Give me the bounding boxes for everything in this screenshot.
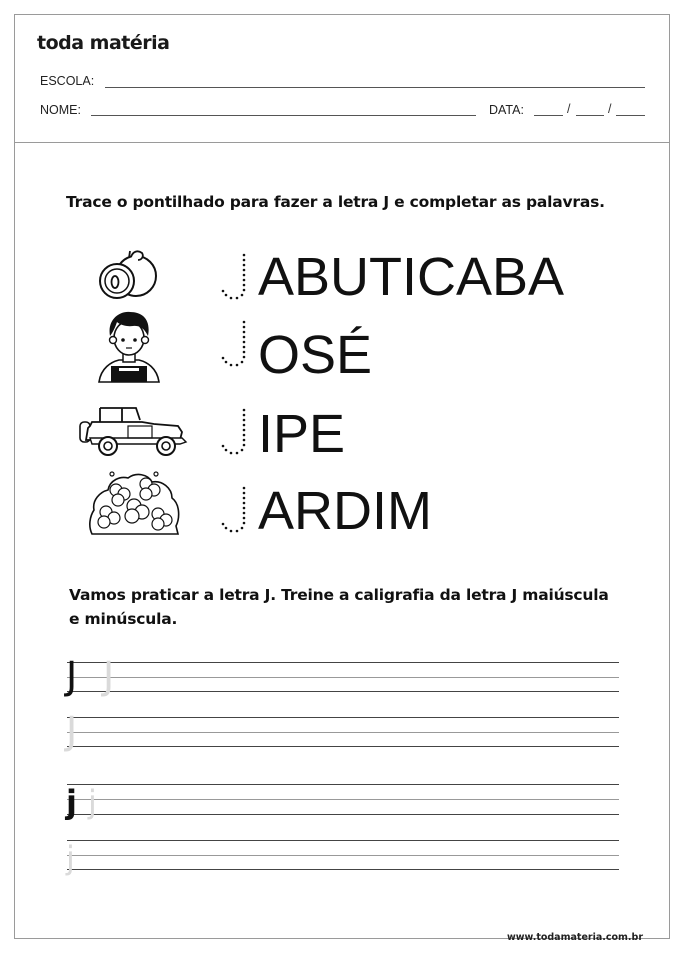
word-item (0, 400, 685, 470)
base-guide-line (67, 691, 619, 692)
middle-guide-line (67, 799, 619, 800)
middle-guide-line (67, 732, 619, 733)
model-letter: j (66, 783, 77, 821)
exercise1-instruction: Trace o pontilhado para fazer a letra J e completar as palavras. (66, 193, 605, 211)
top-guide-line (67, 662, 619, 663)
top-guide-line (67, 784, 619, 785)
middle-guide-line (67, 855, 619, 856)
ghost-letter: j (88, 783, 97, 821)
base-guide-line (67, 869, 619, 870)
date-month-field[interactable] (576, 115, 604, 116)
date-separator: / (608, 102, 612, 116)
word-item (0, 245, 685, 315)
dotted-j-trace[interactable] (218, 320, 248, 370)
name-field[interactable] (91, 115, 476, 116)
top-guide-line (67, 840, 619, 841)
base-guide-line (67, 814, 619, 815)
word-completion: ARDIM (258, 481, 432, 541)
name-label: NOME: (40, 103, 81, 117)
jabuticaba-fruit-icon (98, 248, 160, 302)
school-label: ESCOLA: (40, 74, 95, 88)
dotted-j-trace[interactable] (218, 408, 248, 458)
word-completion: OSÉ (258, 325, 373, 385)
top-guide-line (67, 717, 619, 718)
dotted-j-trace[interactable] (218, 486, 248, 536)
date-year-field[interactable] (616, 115, 645, 116)
ghost-letter: J (66, 709, 78, 753)
brand-logo: toda matéria (37, 32, 170, 54)
date-label: DATA: (489, 103, 524, 117)
dotted-j-trace[interactable] (218, 253, 248, 303)
garden-bush-icon (86, 470, 182, 536)
header-divider (14, 142, 670, 143)
footer-url[interactable]: www.todamateria.com.br (506, 932, 643, 943)
ghost-letter: j (66, 839, 75, 877)
jeep-icon (78, 400, 190, 460)
base-guide-line (67, 746, 619, 747)
exercise2-instruction-line2: e minúscula. (69, 610, 178, 628)
word-completion: ABUTICABA (258, 247, 565, 307)
boy-jose-icon (97, 310, 161, 384)
exercise2-instruction-line1: Vamos praticar a letra J. Treine a caligrafia da letra J maiúscula (69, 586, 609, 604)
word-item (0, 310, 685, 385)
date-day-field[interactable] (534, 115, 563, 116)
middle-guide-line (67, 677, 619, 678)
model-letter: J (66, 654, 78, 698)
word-completion: IPE (258, 404, 346, 464)
date-separator: / (567, 102, 571, 116)
word-item (0, 470, 685, 540)
ghost-letter: J (103, 654, 115, 698)
school-field[interactable] (105, 87, 645, 88)
